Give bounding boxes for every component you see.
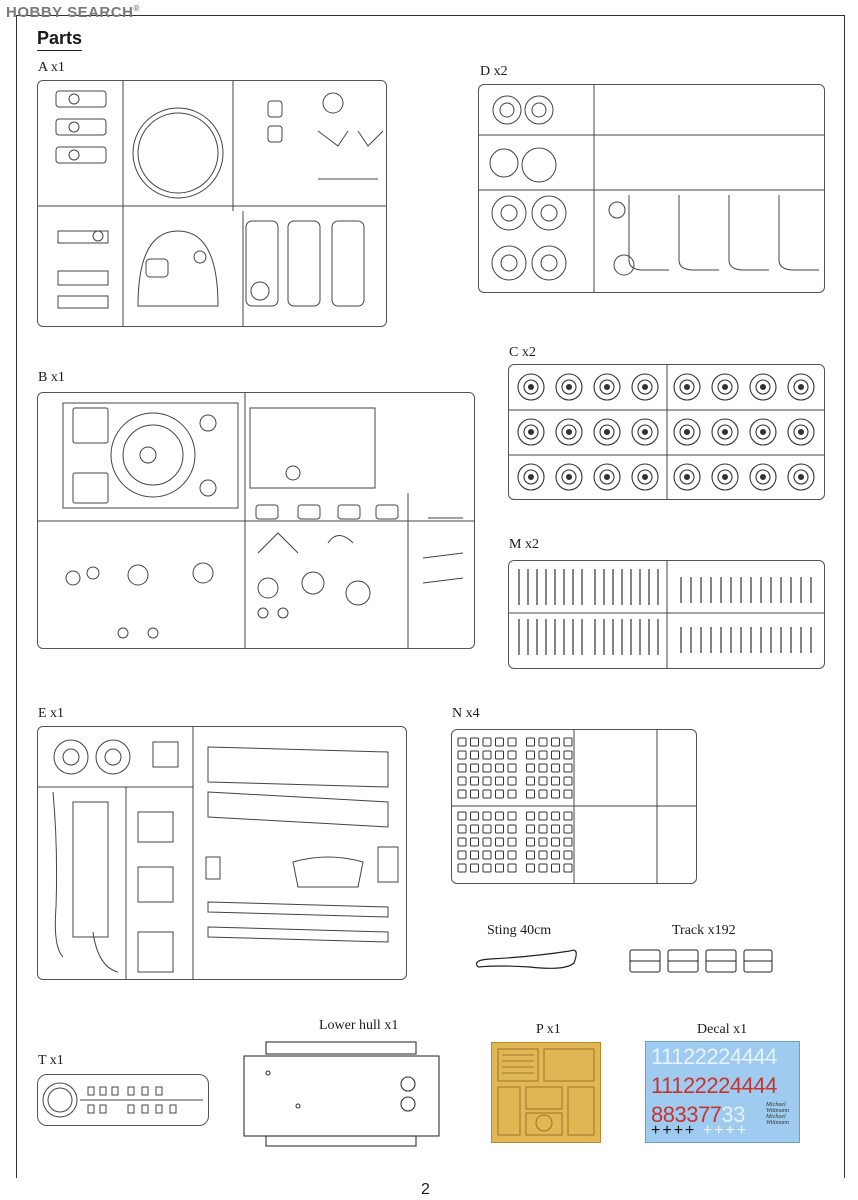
label-sprue-n: N x4 — [452, 706, 480, 721]
decal-signature-1: Michael Wittmann — [766, 1102, 790, 1114]
frame-top-line — [16, 15, 844, 16]
decal-row-crosses: ++++ ++++ — [651, 1122, 749, 1139]
decal-row-mixed-numbers: 88337733 — [651, 1102, 745, 1127]
frame-left-line — [16, 15, 17, 1178]
lower-hull-drawing — [238, 1038, 446, 1148]
label-photo-etch: P x1 — [536, 1022, 561, 1037]
label-decal: Decal x1 — [697, 1022, 748, 1037]
label-track: Track x192 — [672, 923, 736, 938]
decal-row-white-numbers: 11122224444 — [651, 1044, 777, 1069]
sprue-a — [37, 80, 387, 327]
page-number: 2 — [421, 1181, 430, 1198]
track-links — [628, 945, 773, 980]
sprue-t-drawing — [38, 1075, 208, 1125]
sprue-m-drawing — [509, 561, 824, 668]
label-sting: Sting 40cm — [487, 923, 552, 938]
sprue-c — [508, 364, 825, 500]
decal-row-red-numbers: 11122224444 — [651, 1073, 777, 1098]
label-sprue-m: M x2 — [509, 537, 539, 552]
sprue-c-drawing — [509, 365, 824, 499]
watermark: HOBBY SEARCH® — [6, 4, 140, 21]
decal-sheet — [645, 1041, 800, 1143]
label-sprue-d: D x2 — [480, 64, 508, 79]
decal-signature-2: Michael Wittmann — [766, 1114, 790, 1126]
photo-etch-sheet — [491, 1042, 601, 1143]
sprue-b — [37, 392, 475, 649]
label-lower-hull: Lower hull x1 — [319, 1018, 399, 1033]
sprue-d-drawing — [479, 85, 824, 292]
sprue-a-drawing — [38, 81, 386, 326]
label-sprue-c: C x2 — [509, 345, 536, 360]
sprue-n-drawing — [452, 730, 696, 883]
label-sprue-t: T x1 — [38, 1053, 64, 1068]
sprue-b-drawing — [38, 393, 474, 648]
page-title: Parts — [37, 28, 82, 51]
sprue-e-drawing — [38, 727, 406, 979]
frame-right-line — [844, 15, 845, 1178]
sting-wire — [470, 945, 585, 975]
sprue-e — [37, 726, 407, 980]
sprue-m — [508, 560, 825, 669]
sprue-t — [37, 1074, 209, 1126]
label-sprue-e: E x1 — [38, 706, 65, 721]
sprue-n — [451, 729, 697, 884]
label-sprue-a: A x1 — [38, 60, 65, 75]
label-sprue-b: B x1 — [38, 370, 65, 385]
sprue-d — [478, 84, 825, 293]
photo-etch-drawing — [492, 1043, 600, 1142]
